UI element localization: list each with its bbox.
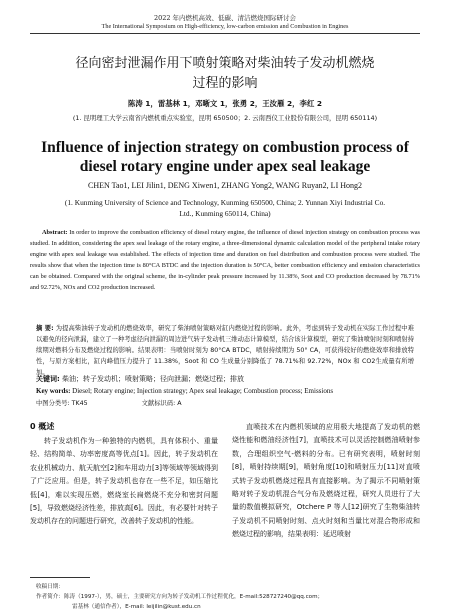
english-title [30, 138, 420, 176]
section-heading: 0 概述 [30, 422, 55, 431]
chinese-keywords-label: 关键词: [36, 375, 60, 383]
footnote-rule [30, 577, 90, 578]
footnote-author-bio: 作者简介：陈涛（1997-），男，硕士，主要研究方向为转子发动机工作过程优化，E-mail:528727240@qq.com； [36, 594, 324, 600]
body-right-column: 直喷技术在内燃机领域的应用极大地提高了发动机的燃烧性能和燃油经济性[7]，直喷技术可以灵活控制燃油喷射参数，合理组织空气-燃料的分布。已有研究表明，喷射时刻[8]，喷射持续期[9]，喷射角度[10]和喷射压力[11]对直喷式转子发动机燃烧过程具有直接影响。为了揭示不同喷射策略对转子发动机混合气分布及燃烧过程，研究人员进行了大量的数值模拟研究，Otchere P 等人[12]研究了生物柴油转子发动机不同喷射时刻、点火时刻和当量比对混合物形成和燃烧过程的影响，结果表明：延迟喷射 [232, 423, 420, 539]
english-title-line2: diesel rotary engine under apex seal leakage [79, 158, 371, 175]
chinese-title-line1: 径向密封泄漏作用下喷射策略对柴油转子发动机燃烧 [75, 56, 375, 71]
chinese-title-line2: 过程的影响 [192, 76, 258, 91]
chinese-affiliation: (1. 昆明理工大学云南省内燃机重点实验室，昆明 650500；2. 云南西仪工业股份有限公司，昆明 650114) [72, 114, 378, 122]
english-abstract [30, 228, 420, 293]
classification-line [36, 398, 414, 407]
chinese-abstract-label: 摘 要: [36, 325, 54, 332]
body-left-column: 转子发动机作为一种独特的内燃机，具有体积小、重量轻、结构简单、功率密度高等优点[1]。因此，转子发动机在农业机械动力、航天航空[2]和车用动力[3]等领域等领域得到了广泛应用。但是，转子发动机也存在一些不足，如压缩比低[4]，难以实现压燃，燃烧室长扁燃烧不充分和密封问题[5]，导致燃烧经济性差，排放高[6]。因此，有必要针对转子发动机存在的问题进行研究，改善转子发动机的性能。 [30, 437, 218, 526]
footnote-corresponding: 雷基林（通信作者），E-mail: leijilin@kust.edu.cn [72, 604, 201, 610]
clc-number: 中图分类号: TK45 [36, 400, 88, 407]
running-header-cn: 2022 年内燃机高效、低碳、清洁燃烧国际研讨会 [153, 14, 297, 22]
english-authors: CHEN Tao1, LEI Jilin1, DENG Xiwen1, ZHANG Yong2, WANG Ruyan2, LI Hong2 [87, 181, 363, 190]
document-code: 文献标识码: A [141, 400, 182, 407]
chinese-abstract-text: 为提高柴油转子发动机的燃烧效率，研究了柴油喷射策略对缸内燃烧过程的影响。此外，考虑到转子发动机在实际工作过程中难以避免的径向泄漏，建立了一种考虑径向泄漏的周边进气转子发动机三维动态计算模型，结合该计算模型，研究了柴油喷射时刻和喷射持续期对燃料分布及燃烧过程的影响。结果表明：当喷射时刻为 80°CA BTDC，喷射持续期为 50° CA，可获得较好的燃烧效率和排放特性，与原方案相比，缸内峰值压力提升了 11.38%，Soot 和 CO 生成量分别降低了 78.71%和 92.72%，NOx 和 CO2生成量有所增加。 [36, 325, 414, 376]
chinese-keywords-text: 柴油；转子发动机；喷射策略；径向泄漏；燃烧过程；排放 [62, 375, 245, 383]
chinese-keywords [36, 374, 414, 384]
english-affiliation: (1. Kunming University of Science and Technology, Kunming 650500, China; 2. Yunnan Xiyi Industrial Co. Ltd., Kunming 650114, China) [64, 198, 386, 218]
running-header-en: The International Symposium on High-efficiency, low-carbon emission and Combustion in Engines [101, 23, 349, 30]
chinese-abstract [36, 324, 414, 379]
chinese-title [30, 54, 420, 94]
english-keywords [36, 387, 414, 395]
english-keywords-label: Key words: [36, 387, 71, 395]
header-rule [30, 33, 420, 34]
footnote-received: 收稿日期： [36, 584, 64, 590]
chinese-authors: 陈涛 1，雷基林 1，邓晰文 1，张勇 2，王汝雁 2，李红 2 [127, 99, 323, 108]
english-keywords-text: Diesel; Rotary engine; Injection strategy; Apex seal leakage; Combustion process; Emissions [72, 387, 334, 395]
english-title-line1: Influence of injection strategy on combustion process of [41, 139, 409, 156]
abstract-text: In order to improve the combustion efficiency of diesel rotary engine, the influence of diesel injection strategy on combustion process was studied. In addition, considering the apex seal leakage of the rotary engine, a three-dimensional dynamic calculation model of the peripheral intake rotary engine with apex seal leakage was established. The effects of injection time and duration on fuel distribution and combustion process were studied. The results show that when the injection time is 80°CA BTDC and the injection duration is 50°CA, better combustion efficiency and emission characteristics can be obtained. Compared with the original scheme, the in-cylinder peak pressure increased by 11.38%, Soot and CO production decreased by 78.71% and 92.72%, NOx and CO2 production increased. [30, 229, 421, 291]
abstract-label: Abstract: [42, 229, 68, 236]
